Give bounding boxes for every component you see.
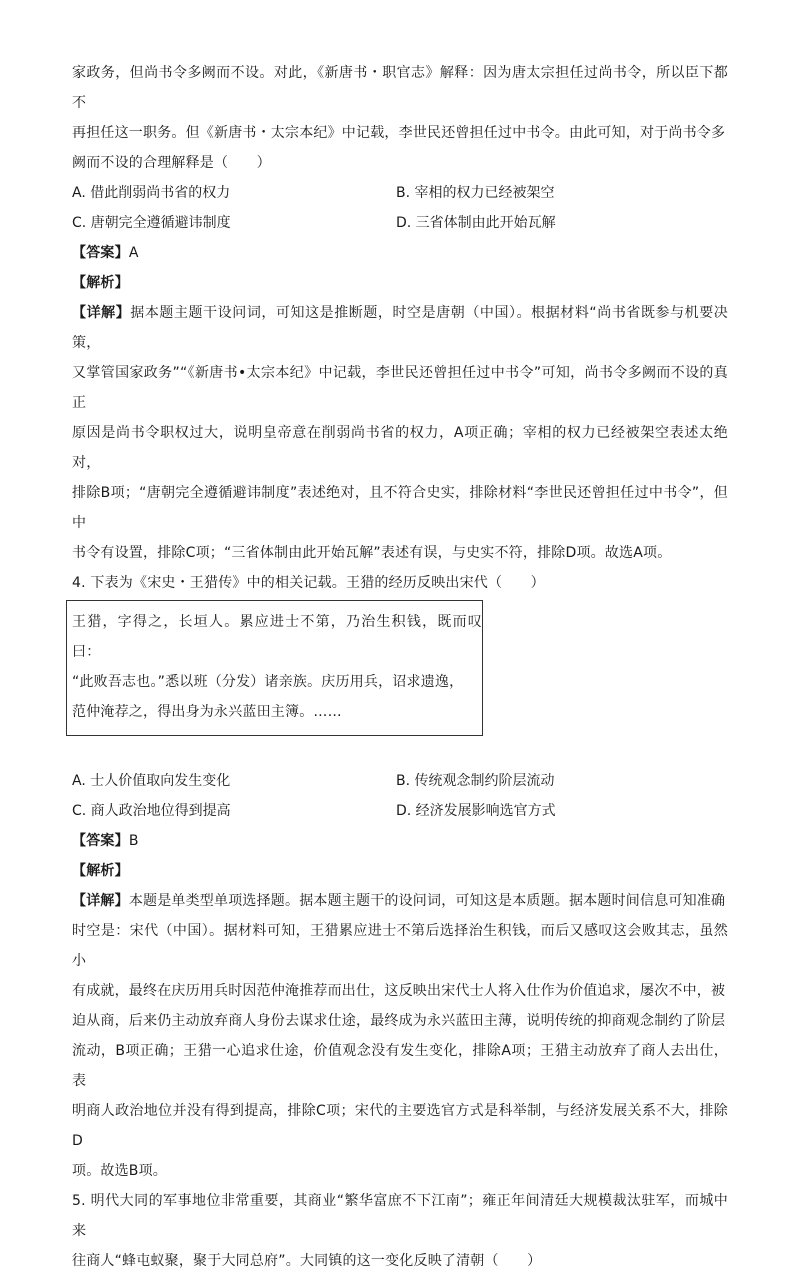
detail-line: 迫从商，后来仍主动放弃商人身份去谋求仕途，最终成为永兴蓝田主薄，说明传统的抑商观念制约了阶层 — [72, 1013, 726, 1029]
question-3-stem-line: 再担任这一职务。但《新唐书・太宗本纪》中记载，李世民还曾担任过中书令。由此可知，对于尚书令多 — [72, 125, 726, 141]
analysis-line — [72, 268, 728, 298]
quote-line: “此败吾志也。”悉以班（分发）诸亲族。庆历用兵，诏求遗逸， — [72, 674, 464, 690]
detail-line: 明商人政治地位并没有得到提高，排除C项；宋代的主要选官方式是科举制，与经济发展关系不大，排除D — [72, 1103, 728, 1149]
detail-line: 排除B项；“唐朝完全遵循避讳制度”表述绝对，且不符合史实，排除材料“李世民还曾担任过中书令”，但中 — [72, 485, 728, 531]
source-quote-box — [66, 600, 483, 736]
answer-line — [72, 826, 728, 856]
question-3-options — [72, 178, 728, 238]
option-b[interactable]: B. 传统观念制约阶层流动 — [396, 773, 555, 789]
answer-line — [72, 238, 728, 268]
analysis-tag: 【解析】 — [72, 275, 129, 291]
analysis-line — [72, 856, 728, 886]
document-page — [72, 58, 728, 1276]
option-d[interactable]: D. 三省体制由此开始瓦解 — [396, 215, 556, 231]
quote-line: 范仲淹荐之，得出身为永兴蓝田主簿。…… — [72, 704, 342, 720]
analysis-tag: 【解析】 — [72, 863, 129, 879]
answer-tag: 【答案】 — [72, 833, 129, 849]
answer-value: A — [128, 245, 139, 261]
option-b[interactable]: B. 宰相的权力已经被架空 — [396, 185, 555, 201]
detail-line: 原因是尚书令职权过大，说明皇帝意在削弱尚书省的权力，A项正确；宰相的权力已经被架空表述太绝对， — [72, 425, 728, 471]
question-4-options — [72, 766, 728, 826]
spacer — [72, 736, 728, 766]
detail-tag: 【详解】 — [72, 305, 131, 321]
question-4-stem: 4. 下表为《宋史・王猎传》中的相关记载。王猎的经历反映出宋代（ ） — [72, 575, 545, 591]
question-5-stem-line: 5. 明代大同的军事地位非常重要，其商业“繁华富庶不下江南”；雍正年间清廷大规模裁汰驻军，而城中来 — [72, 1193, 728, 1239]
detail-line — [72, 298, 728, 358]
quote-line: 王猎，字得之，长垣人。累应进士不第，乃治生积钱，既而叹曰： — [72, 614, 482, 660]
option-d[interactable]: D. 经济发展影响选官方式 — [396, 803, 556, 819]
detail-text: 本题是单类型单项选择题。据本题主题干的设问词，可知这是本质题。据本题时间信息可知准确 — [128, 893, 726, 909]
question-4 — [72, 568, 728, 1186]
question-5-stem-line: 往商人“蜂屯蚁聚，聚于大同总府”。大同镇的这一变化反映了清朝（ ） — [72, 1253, 542, 1269]
detail-line: 又掌管国家政务”“《新唐书•太宗本纪》中记载，李世民还曾担任过中书令”可知，尚书令多阙而不设的真正 — [72, 365, 728, 411]
detail-line: 时空是：宋代（中国）。据材料可知，王猎累应进士不第后选择治生积钱，而后又感叹这会败其志，虽然小 — [72, 923, 728, 969]
detail-line — [72, 886, 728, 916]
option-c[interactable]: C. 商人政治地位得到提高 — [72, 803, 231, 819]
question-3-stem-line: 阙而不设的合理解释是（ ） — [72, 155, 271, 171]
answer-tag: 【答案】 — [72, 245, 129, 261]
detail-line: 流动，B项正确；王猎一心追求仕途，价值观念没有发生变化，排除A项；王猎主动放弃了商人去出仕，表 — [72, 1043, 728, 1089]
detail-line: 项。故选B项。 — [72, 1163, 168, 1179]
option-a[interactable]: A. 士人价值取向发生变化 — [72, 773, 231, 789]
question-5 — [72, 1186, 728, 1276]
detail-text: 据本题主题干设问词，可知这是推断题，时空是唐朝（中国）。根据材料“尚书省既参与机要决策， — [72, 305, 728, 351]
detail-line: 有成就，最终在庆历用兵时因范仲淹推荐而出仕，这反映出宋代士人将入仕作为价值追求，屡次不中，被 — [72, 983, 726, 999]
question-3-stem-line: 家政务，但尚书令多阙而不设。对此，《新唐书・职官志》解释：因为唐太宗担任过尚书令，所以臣下都不 — [72, 65, 728, 111]
question-3 — [72, 58, 728, 568]
option-a[interactable]: A. 借此削弱尚书省的权力 — [72, 185, 231, 201]
option-c[interactable]: C. 唐朝完全遵循避讳制度 — [72, 215, 231, 231]
detail-line: 书令有设置，排除C项；“三省体制由此开始瓦解”表述有误，与史实不符，排除D项。故选A项。 — [72, 545, 672, 561]
detail-tag: 【详解】 — [72, 893, 129, 909]
answer-value: B — [128, 833, 139, 849]
